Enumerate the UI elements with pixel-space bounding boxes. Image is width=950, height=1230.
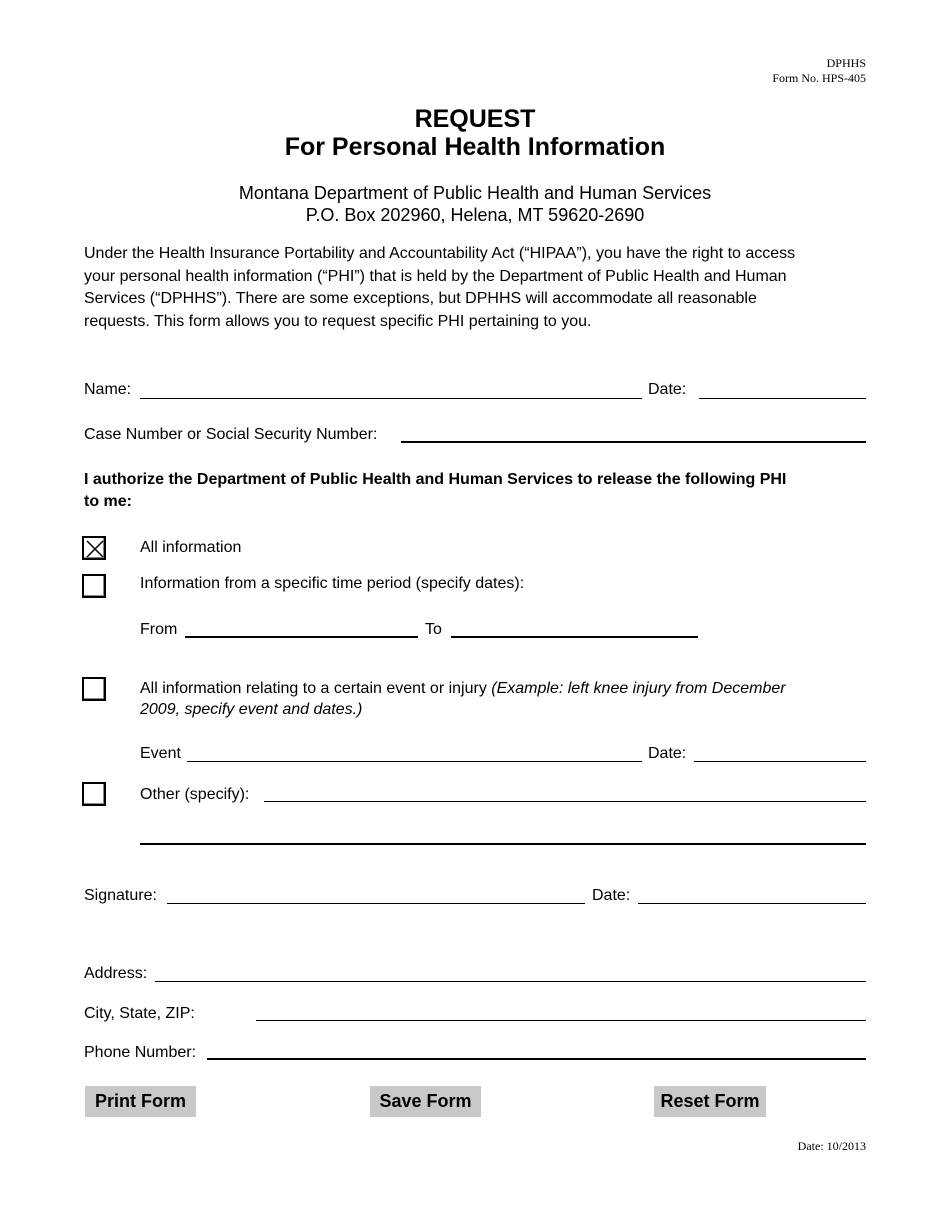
all-information-checkbox[interactable] xyxy=(82,536,106,560)
event-date-label: Date: xyxy=(648,745,687,762)
other-checkbox[interactable] xyxy=(82,782,106,806)
signature-date-label: Date: xyxy=(592,887,631,904)
other-specify-field[interactable] xyxy=(264,801,866,802)
date-label: Date: xyxy=(648,381,687,398)
other-label: Other (specify): xyxy=(140,786,250,803)
event-field[interactable] xyxy=(187,761,642,762)
authorization-line: to me: xyxy=(84,493,132,510)
address-field[interactable] xyxy=(155,981,866,982)
event-injury-example-continued: 2009, specify event and dates.) xyxy=(140,701,363,718)
intro-line: requests. This form allows you to request specific PHI pertaining to you. xyxy=(84,312,592,330)
time-period-label: Information from a specific time period (specify dates): xyxy=(140,575,525,592)
save-form-button[interactable]: Save Form xyxy=(370,1086,481,1117)
agency-name: DPHHS xyxy=(826,56,866,70)
signature-field[interactable] xyxy=(167,903,585,904)
form-header xyxy=(772,56,866,86)
other-specify-field-line-2[interactable] xyxy=(140,843,866,845)
from-label: From xyxy=(140,621,178,638)
event-injury-example: (Example: left knee injury from December xyxy=(491,680,786,697)
authorization-statement xyxy=(84,469,864,513)
phone-number-field[interactable] xyxy=(207,1058,866,1060)
print-form-button[interactable]: Print Form xyxy=(85,1086,196,1117)
time-period-checkbox[interactable] xyxy=(82,574,106,598)
city-state-zip-label: City, State, ZIP: xyxy=(84,1005,195,1022)
name-label: Name: xyxy=(84,381,132,398)
intro-line: Under the Health Insurance Portability and Accountability Act (“HIPAA”), you have the right to access xyxy=(84,245,796,262)
date-field[interactable] xyxy=(699,398,866,399)
name-field[interactable] xyxy=(140,398,642,399)
from-date-field[interactable] xyxy=(185,636,418,638)
form-revision-date: Date: 10/2013 xyxy=(797,1139,866,1153)
page-title: REQUEST xyxy=(414,105,536,133)
reset-form-button[interactable]: Reset Form xyxy=(654,1086,766,1117)
event-injury-checkbox[interactable] xyxy=(82,677,106,701)
phone-number-label: Phone Number: xyxy=(84,1044,197,1061)
all-information-label: All information xyxy=(140,539,242,556)
event-label: Event xyxy=(140,745,181,762)
event-injury-option xyxy=(140,679,786,699)
department-name: Montana Department of Public Health and Human Services xyxy=(238,183,712,203)
city-state-zip-field[interactable] xyxy=(256,1020,866,1021)
case-number-label: Case Number or Social Security Number: xyxy=(84,426,378,443)
intro-line: your personal health information (“PHI”) that is held by the Department of Public Health and Human xyxy=(84,267,787,285)
address-label: Address: xyxy=(84,965,148,982)
authorization-line: I authorize the Department of Public Health and Human Services to release the following PHI xyxy=(84,471,787,488)
signature-label: Signature: xyxy=(84,887,157,904)
form-number: Form No. HPS-405 xyxy=(772,71,866,85)
department-po-box: P.O. Box 202960, Helena, MT 59620-2690 xyxy=(305,205,645,225)
to-date-field[interactable] xyxy=(451,636,698,638)
to-label: To xyxy=(425,621,442,638)
case-number-field[interactable] xyxy=(401,441,866,443)
event-date-field[interactable] xyxy=(694,761,866,762)
intro-paragraph xyxy=(84,243,874,333)
page-subtitle: For Personal Health Information xyxy=(284,133,666,161)
checkmark-x-icon xyxy=(84,538,108,562)
event-injury-label: All information relating to a certain event or injury xyxy=(140,680,492,697)
intro-line: Services (“DPHHS”). There are some exceptions, but DPHHS will accommodate all reasonable xyxy=(84,290,757,307)
signature-date-field[interactable] xyxy=(638,903,866,904)
